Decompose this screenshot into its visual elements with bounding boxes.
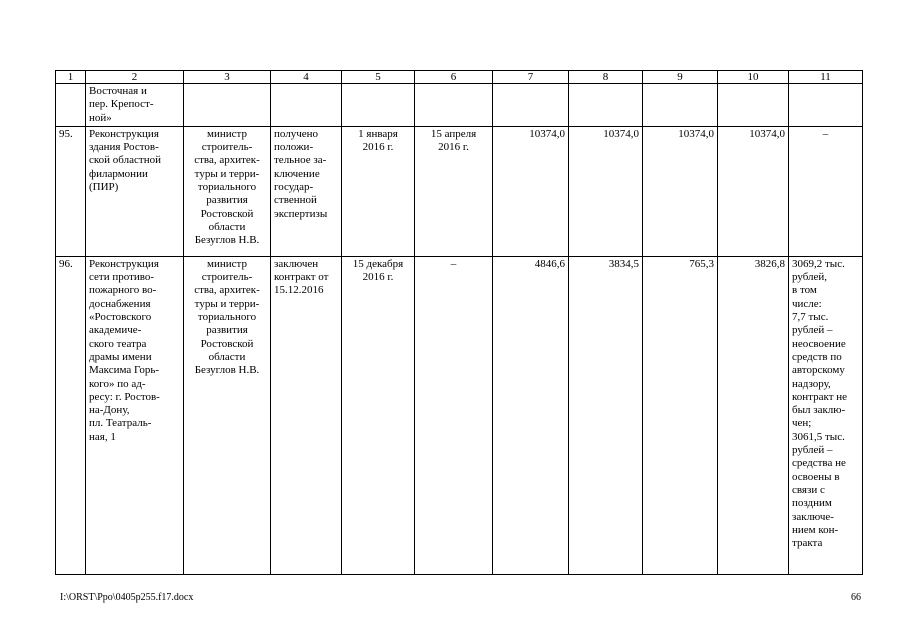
column-header: 8 xyxy=(569,71,643,84)
cell-text-line: 2016 г. xyxy=(362,271,394,284)
cell-text-line: развития xyxy=(206,194,248,207)
responsible-cell xyxy=(184,126,271,256)
column-header: 9 xyxy=(643,71,718,84)
cell-text-line: чен; xyxy=(792,417,812,430)
amount-cell: 10374,0 xyxy=(643,126,718,256)
footer-file-path: I:\ORST\Ppo\0405p255.f17.docx xyxy=(60,592,194,603)
column-header: 6 xyxy=(415,71,493,84)
cell-text-line: неосвоение xyxy=(792,337,846,350)
cell-text-line: средства не xyxy=(792,457,846,470)
cell-text-line: ной» xyxy=(89,111,112,124)
cell-text-line: развития xyxy=(206,324,248,337)
cell-text-line: пл. Театраль- xyxy=(89,417,152,430)
table-row xyxy=(56,126,863,256)
start-date-cell xyxy=(342,126,415,256)
table-cell xyxy=(56,84,86,127)
cell-text-line: 2016 г. xyxy=(438,141,469,154)
cell-text-line: Ростовской xyxy=(200,207,254,220)
cell-text-line: надзору, xyxy=(792,377,831,390)
amount-cell: 3826,8 xyxy=(718,256,789,574)
cell-text-line: освоены в xyxy=(792,470,840,483)
cell-text-line: драмы имени xyxy=(89,350,152,363)
column-header: 1 xyxy=(56,71,86,84)
cell-text-line: авторскому xyxy=(792,364,845,377)
cell-text-line: рублей, xyxy=(792,271,828,284)
cell-text-line: доснабжения xyxy=(89,297,151,310)
cell-text-line: «Ростовского xyxy=(89,311,152,324)
cell-text-line: рублей – xyxy=(792,444,833,457)
table-cell xyxy=(718,84,789,127)
cell-text-line: министр xyxy=(207,257,247,270)
cell-text-line: государ- xyxy=(274,181,314,194)
cell-text-line: Реконструкция xyxy=(89,257,159,270)
cell-text-line: Безуглов Н.В. xyxy=(194,234,260,247)
amount-cell: 10374,0 xyxy=(493,126,569,256)
status-cell xyxy=(271,256,342,574)
cell-text-line: нием кон- xyxy=(792,523,839,536)
cell-text-line: 2016 г. xyxy=(362,141,394,154)
cell-text-line: связи с xyxy=(792,483,825,496)
column-header: 10 xyxy=(718,71,789,84)
cell-text-line: сети противо- xyxy=(89,271,155,284)
cell-text-line: был заклю- xyxy=(792,404,846,417)
table-cell xyxy=(271,84,342,127)
table-cell xyxy=(569,84,643,127)
cell-text-line: Безуглов Н.В. xyxy=(194,364,260,377)
table-cell xyxy=(643,84,718,127)
cell-text-line: академиче- xyxy=(89,324,142,337)
column-header: 4 xyxy=(271,71,342,84)
cell-text-line: тракта xyxy=(792,537,823,550)
cell-text-line: в том xyxy=(792,284,817,297)
cell-text-line: ная, 1 xyxy=(89,430,116,443)
cell-text-line: поздним xyxy=(792,497,832,510)
cell-text-line: 15 апреля xyxy=(430,127,477,140)
cell-text-line: ства, архитек- xyxy=(194,154,260,167)
cell-text-line: числе: xyxy=(792,297,822,310)
cell-text-line: Ростовской xyxy=(200,337,254,350)
cell-text-line: Восточная и xyxy=(89,85,147,97)
cell-text-line: туры и терри- xyxy=(194,297,260,310)
cell-text-line: 15.12.2016 xyxy=(274,284,324,297)
amount-cell: 765,3 xyxy=(643,256,718,574)
cell-text-line: кого» по ад- xyxy=(89,377,146,390)
cell-text-line: контракт от xyxy=(274,271,329,284)
cell-text-line: Реконструкция xyxy=(89,127,159,140)
cell-text-line: пер. Крепост- xyxy=(89,98,154,111)
cell-text-line: ства, архитек- xyxy=(194,284,260,297)
cell-text-line: пожарного во- xyxy=(89,284,157,297)
object-name-cell xyxy=(86,256,184,574)
column-header: 11 xyxy=(789,71,863,84)
cell-text-line: области xyxy=(208,220,246,233)
cell-text-line: ресу: г. Ростов- xyxy=(89,390,160,403)
cell-text-line: 3061,5 тыс. xyxy=(792,430,845,443)
cell-text-line: 15 декабря xyxy=(352,257,404,270)
row-number-cell: 95. xyxy=(56,126,86,256)
cell-text-line: Максима Горь- xyxy=(89,364,160,377)
cell-text-line: рублей – xyxy=(792,324,833,337)
table-cell xyxy=(342,84,415,127)
cell-text-line: ториального xyxy=(197,311,257,324)
cell-text-line: получено xyxy=(274,127,319,140)
cell-text-line: ского театра xyxy=(89,337,147,350)
amount-cell: 10374,0 xyxy=(569,126,643,256)
note-cell xyxy=(789,256,863,574)
cell-text-line: положи- xyxy=(274,141,314,154)
page-number: 66 xyxy=(851,592,861,603)
amount-cell: 4846,6 xyxy=(493,256,569,574)
cell-text-line: ториального xyxy=(197,181,257,194)
end-date-cell xyxy=(415,126,493,256)
column-header: 2 xyxy=(86,71,184,84)
cell-text-line: (ПИР) xyxy=(89,181,119,194)
table-row xyxy=(56,256,863,574)
cell-text-line: 7,7 тыс. xyxy=(792,311,829,324)
table-cell xyxy=(789,84,863,127)
status-cell xyxy=(271,126,342,256)
cell-text-line: строитель- xyxy=(201,141,253,154)
cell-text-line: области xyxy=(208,350,246,363)
table-row xyxy=(56,84,863,127)
cell-text-line: контракт не xyxy=(792,390,848,403)
row-number-cell: 96. xyxy=(56,256,86,574)
cell-text-line: здания Ростов- xyxy=(89,141,159,154)
cell-text-line: министр xyxy=(207,127,247,140)
column-header: 7 xyxy=(493,71,569,84)
cell-text-line: 1 января xyxy=(358,127,398,140)
responsible-cell xyxy=(184,256,271,574)
cell-text-line: строитель- xyxy=(201,271,253,284)
column-header: 3 xyxy=(184,71,271,84)
cell-text-line: средств по xyxy=(792,350,842,363)
table-cell xyxy=(493,84,569,127)
cell-text-line: экспертизы xyxy=(274,207,328,220)
cell-text-line: ской областной xyxy=(89,154,161,167)
cell-text-line: 3069,2 тыс. xyxy=(792,257,845,270)
cell-text-line: ственной xyxy=(274,194,317,207)
cell-text-line: заключе- xyxy=(792,510,834,523)
table-cell xyxy=(184,84,271,127)
cell-text-line: филармонии xyxy=(89,167,148,180)
header-row xyxy=(56,71,863,84)
object-name-cell xyxy=(86,126,184,256)
amount-cell: 10374,0 xyxy=(718,126,789,256)
amount-cell: 3834,5 xyxy=(569,256,643,574)
end-date-cell: – xyxy=(415,256,493,574)
table-cell xyxy=(415,84,493,127)
cell-text-line: на-Дону, xyxy=(89,404,130,417)
cell-text-line: тельное за- xyxy=(274,154,327,167)
cell-text-line: заключен xyxy=(274,257,319,270)
cell-text-line: туры и терри- xyxy=(194,167,260,180)
object-name-cell xyxy=(86,84,184,127)
cell-text-line: ключение xyxy=(274,167,320,180)
start-date-cell xyxy=(342,256,415,574)
column-header: 5 xyxy=(342,71,415,84)
note-cell: – xyxy=(789,126,863,256)
report-table xyxy=(55,70,863,575)
